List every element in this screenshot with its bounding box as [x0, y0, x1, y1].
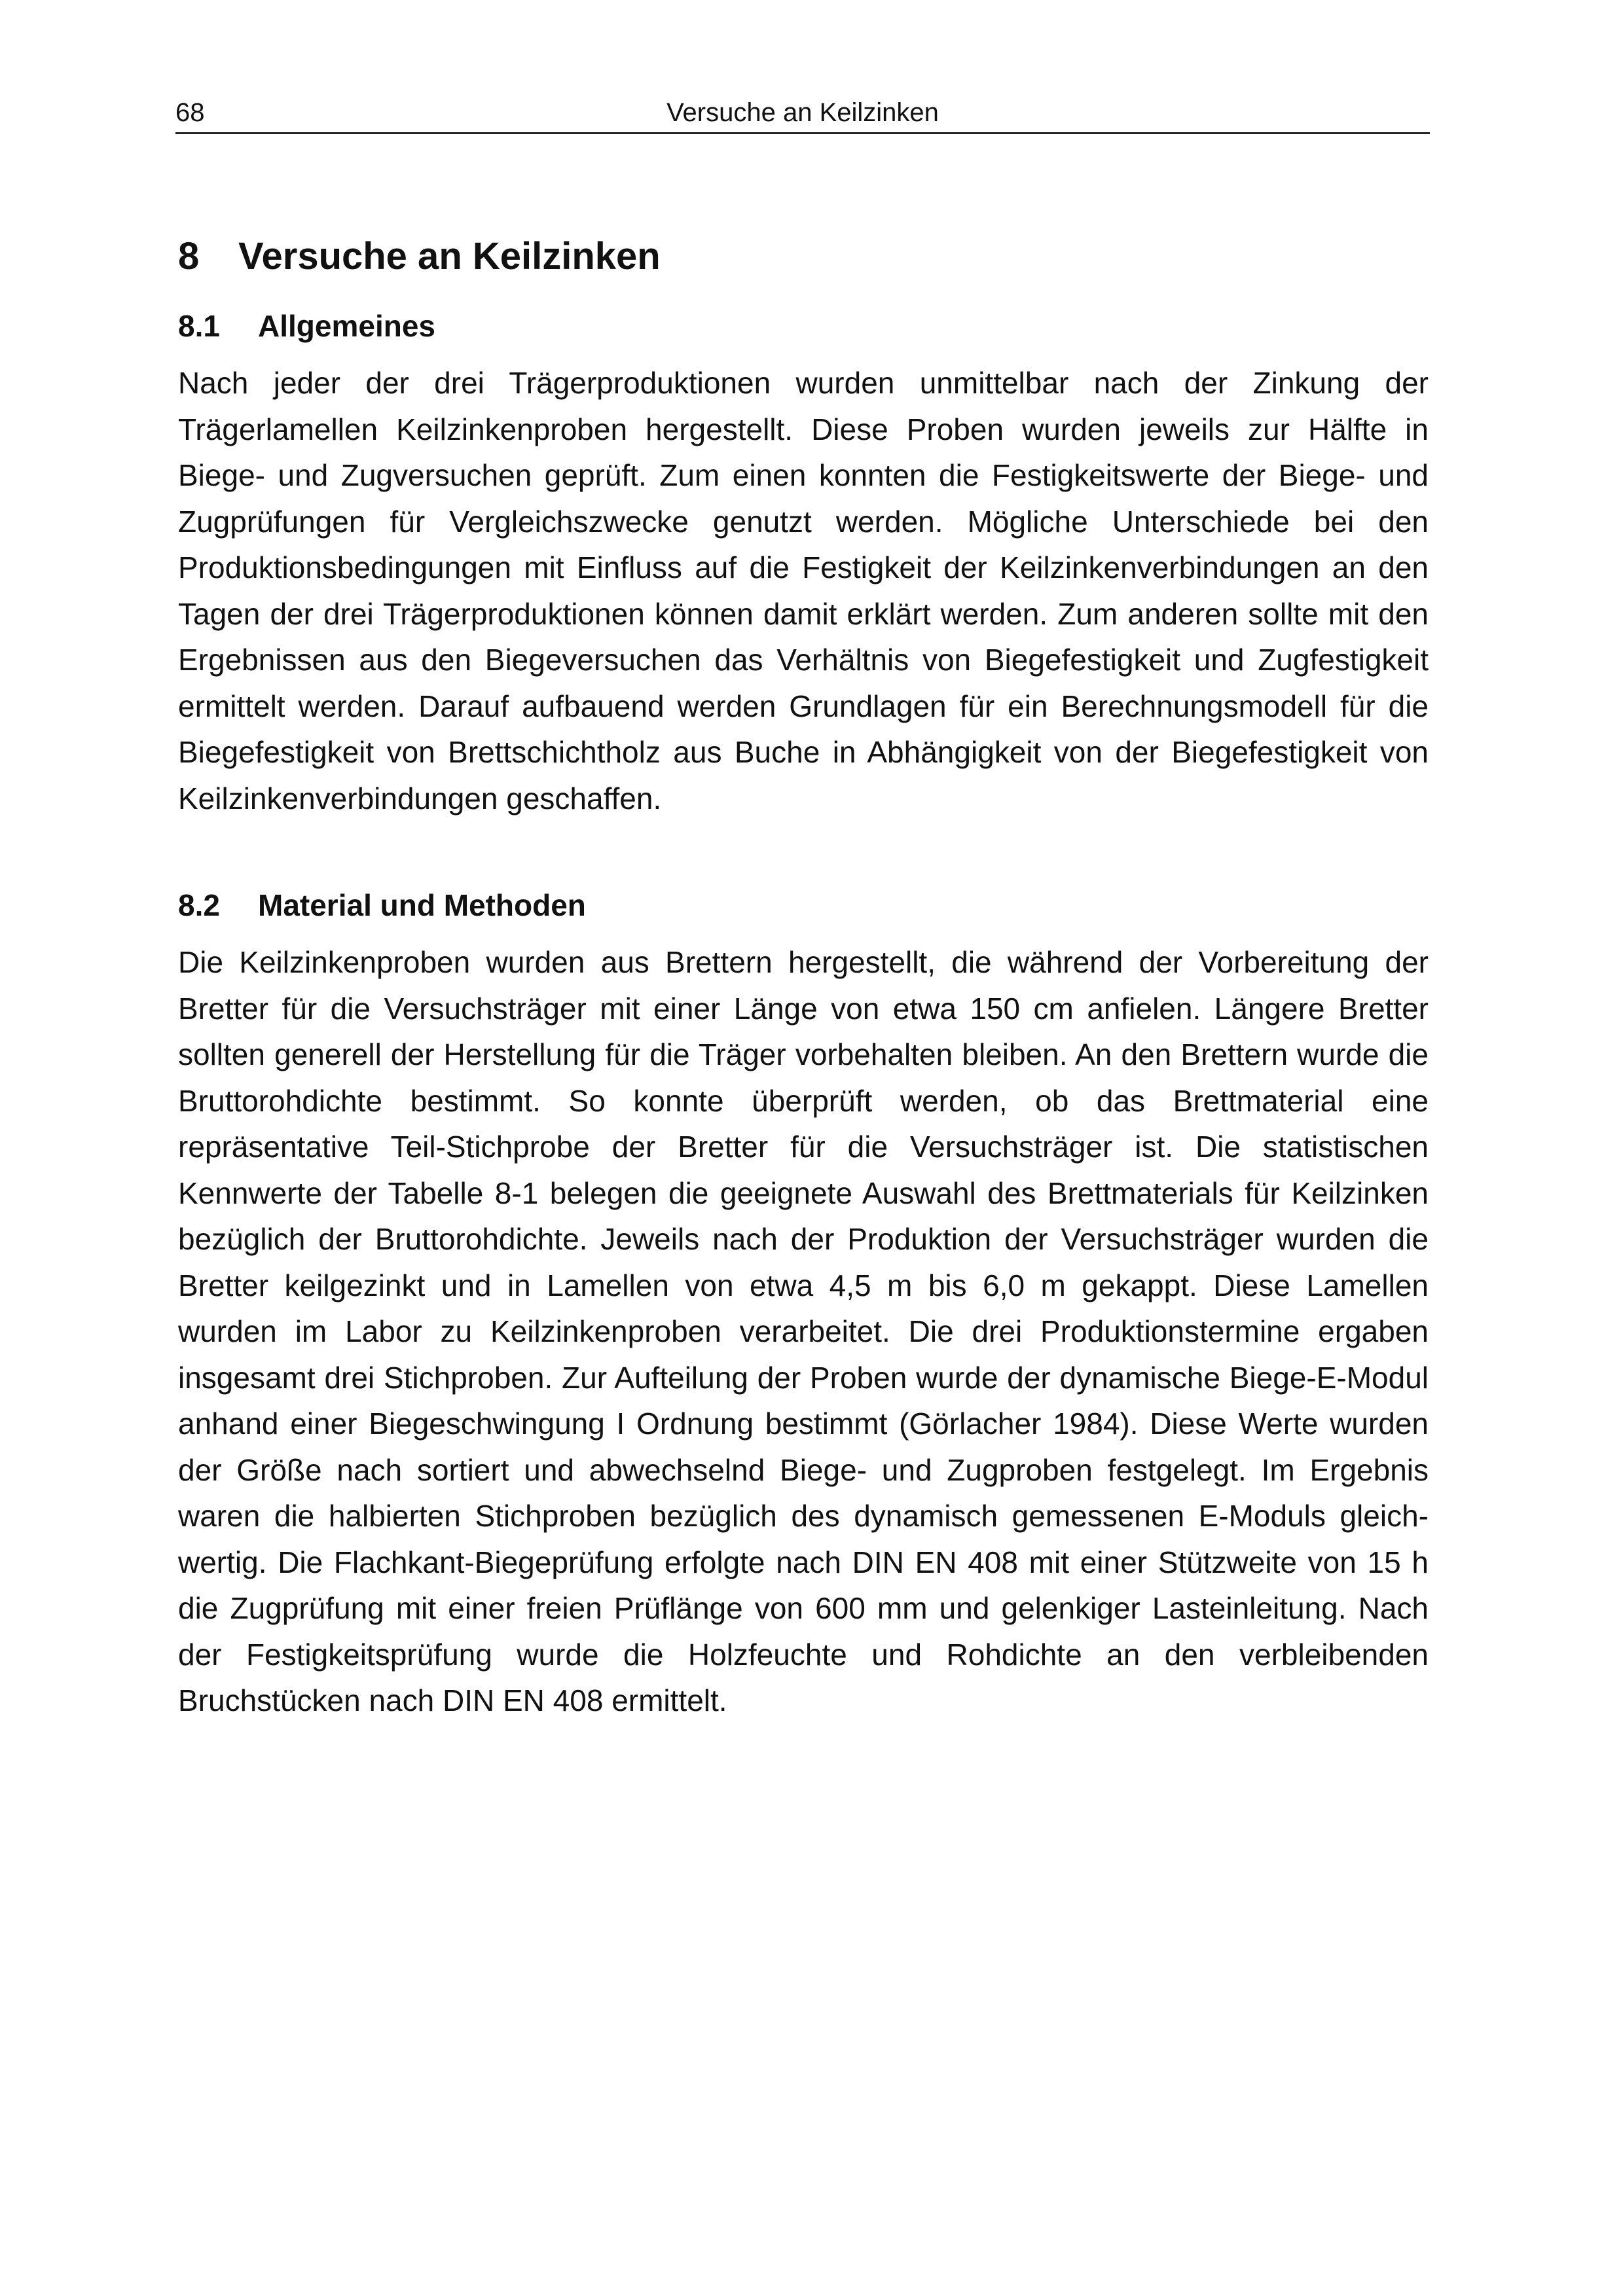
- paragraph-allgemeines: Nach jeder der drei Trägerproduktionen wurden unmittelbar nach der Zinkung der Trägerlamellen Keilzinkenproben hergestellt. Diese Proben wurden jeweils zur Hälfte in Biege- und Zugversuchen geprüft. Zum einen konnten die Festigkeitswerte der Biege- und Zugprüfungen für Vergleichszwecke genutzt werden. Mögliche Unterschiede bei den Produktionsbedingungen mit Einfluss auf die Festigkeit der Keilzinkenverbindungen an den Tagen der drei Trägerproduktionen können damit erklärt werden. Zum anderen sollte mit den Ergebnissen aus den Biegeversuchen das Verhältnis von Biegefestigkeit und Zugfestigkeit ermittelt werden. Darauf aufbauend werden Grundlagen für ein Berechnungsmodell für die Biegefestigkeit von Brettschichtholz aus Buche in Abhängigkeit von der Biegefestigkeit von Keilzinkenverbindungen geschaffen.: [178, 366, 1429, 816]
- chapter-title: Versuche an Keilzinken: [238, 235, 661, 278]
- page-content: [178, 230, 1429, 1724]
- chapter-number: 8: [178, 235, 200, 278]
- section-spacer: [178, 821, 1429, 886]
- section-number: 8.1: [178, 309, 220, 343]
- running-header: [175, 96, 1430, 134]
- section-title: Allgemeines: [258, 309, 435, 343]
- chapter-heading: [178, 230, 1429, 283]
- section-title: Material und Methoden: [258, 888, 586, 922]
- paragraph-material-und-methoden: Die Keilzinkenproben wurden aus Brettern hergestellt, die während der Vorbereitung der Bretter für die Versuchsträger mit einer Länge von etwa 150 cm anfielen. Längere Bretter sollten generell der Herstellung für die Träger vorbehalten bleiben. An den Brettern wurde die Bruttorohdichte bestimmt. So konnte überprüft werden, ob das Brettmaterial eine repräsentative Teil-Stichprobe der Bretter für die Versuchsträger ist. Die statistischen Kennwerte der Tabelle 8-1 belegen die geeignete Auswahl des Brettmaterials für Keilzinken bezüglich der Bruttorohdichte. Jeweils nach der Produktion der Versuchsträger wurden die Bretter keilgezinkt und in Lamellen von etwa 4,5 m bis 6,0 m gekappt. Diese Lamellen wurden im Labor zu Keilzinkenproben verarbeitet. Die drei Produktionstermine ergaben insgesamt drei Stichproben. Zur Aufteilung der Proben wurde der dynamische Biege-E-Modul anhand einer Biegeschwingung I Ordnung bestimmt (Görlacher 1984). Diese Werte wurden der Größe nach sortiert und abwechselnd Biege- und Zugproben festgelegt. Im Ergebnis waren die halbierten Stichproben bezüglich des dynamisch gemessenen E-Moduls gleichwertig. Die Flachkant-Biegeprüfung erfolgte nach DIN EN 408 mit einer Stützweite von 15 h die Zugprüfung mit einer freien Prüflänge von 600 mm und gelenkiger Lasteinleitung. Nach der Festigkeitsprüfung wurde die Holzfeuchte und Rohdichte an den verbleibenden Bruchstücken nach DIN EN 408 ermittelt.: [178, 945, 1429, 1717]
- section-heading-material-und-methoden: [178, 886, 1429, 925]
- section-heading-allgemeines: [178, 306, 1429, 346]
- section-number: 8.2: [178, 888, 220, 922]
- page-number: 68: [175, 98, 205, 127]
- running-title: Versuche an Keilzinken: [666, 98, 939, 127]
